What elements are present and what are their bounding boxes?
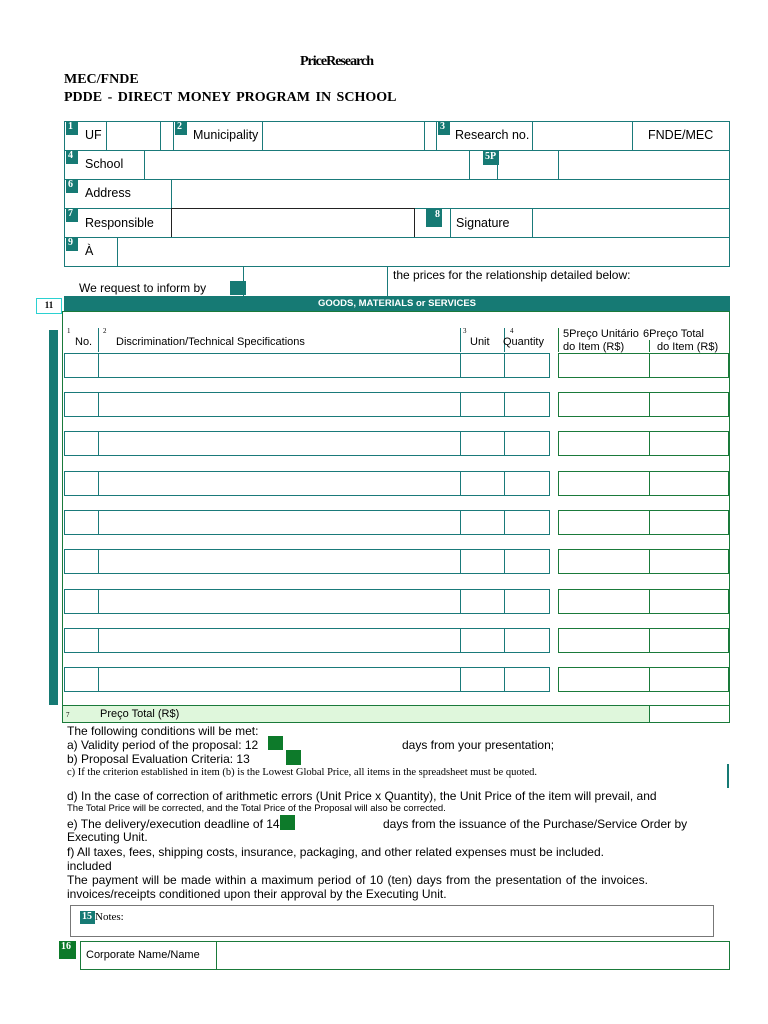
- field-number-8: 8: [426, 209, 442, 227]
- col-2-num: 2: [103, 327, 107, 335]
- table-cell[interactable]: [649, 471, 729, 496]
- table-cell[interactable]: [649, 667, 729, 692]
- page-title: PriceResearch: [300, 54, 374, 69]
- request-right-text: the prices for the relationship detailed below:: [393, 268, 631, 282]
- field-number-9: 9: [66, 237, 78, 251]
- fnde-label: FNDE/MEC: [648, 128, 714, 142]
- col-header-unit: Unit: [470, 336, 490, 348]
- condition-a: a) Validity period of the proposal: 12: [67, 738, 259, 752]
- col-header-total-price: 6Preço Total: [643, 328, 704, 340]
- table-cell[interactable]: [649, 628, 729, 653]
- table-cell[interactable]: [558, 549, 650, 574]
- condition-f2: included: [67, 859, 112, 873]
- corporate-label: Corporate Name/Name: [86, 949, 200, 961]
- condition-a-field[interactable]: [268, 736, 283, 750]
- table-cell[interactable]: [64, 628, 99, 653]
- table-cell[interactable]: [460, 392, 505, 417]
- condition-d2: The Total Price will be corrected, and the Total Price of the Proposal will also be corrected.: [67, 803, 446, 814]
- condition-f: f) All taxes, fees, shipping costs, insurance, packaging, and other related expenses must be included.: [67, 845, 604, 859]
- conditions-intro: The following conditions will be met:: [67, 724, 259, 738]
- program-name: PDDE - DIRECT MONEY PROGRAM IN SCHOOL: [64, 90, 397, 105]
- table-cell[interactable]: [649, 431, 729, 456]
- table-cell[interactable]: [649, 353, 729, 378]
- field-number-16: 16: [59, 941, 76, 959]
- table-cell[interactable]: [558, 510, 650, 535]
- school-input[interactable]: [146, 152, 468, 178]
- col-header-unit-price-2: do Item (R$): [563, 341, 625, 353]
- table-cell[interactable]: [558, 392, 650, 417]
- table-cell[interactable]: [558, 431, 650, 456]
- municipality-label: Municipality: [193, 128, 259, 142]
- left-side-bar: [49, 330, 58, 705]
- table-cell[interactable]: [504, 510, 550, 535]
- notes-box[interactable]: [70, 905, 714, 937]
- responsible-label: Responsible: [85, 216, 154, 230]
- table-cell[interactable]: [504, 392, 550, 417]
- condition-c: c) If the criterion established in item (b) is the Lowest Global Price, all items in the spreadsheet must be quoted.: [67, 767, 538, 778]
- total-value[interactable]: [649, 705, 730, 723]
- responsible-input[interactable]: [171, 208, 415, 238]
- table-cell[interactable]: [64, 431, 99, 456]
- table-cell[interactable]: [64, 392, 99, 417]
- address-label: Address: [85, 186, 131, 200]
- to-label: À: [85, 244, 94, 258]
- address-input[interactable]: [173, 181, 728, 207]
- field-5-input[interactable]: [560, 152, 728, 178]
- research-no-input[interactable]: [534, 123, 632, 149]
- col-4-num: 4: [510, 327, 514, 335]
- condition-g: The payment will be made within a maximum period of 10 (ten) days from the presentation of the invoices.: [67, 873, 648, 887]
- table-cell[interactable]: [504, 431, 550, 456]
- table-cell[interactable]: [649, 549, 729, 574]
- field-number-11: 11: [36, 298, 62, 314]
- request-left-text: We request to inform by: [79, 281, 207, 295]
- table-cell[interactable]: [64, 549, 99, 574]
- col-header-quantity: Quantity: [503, 336, 544, 348]
- table-cell[interactable]: [558, 471, 650, 496]
- right-marker: [727, 764, 729, 788]
- org-name: MEC/FNDE: [64, 72, 139, 87]
- table-cell[interactable]: [504, 628, 550, 653]
- table-cell[interactable]: [504, 353, 550, 378]
- table-cell[interactable]: [98, 589, 461, 614]
- table-cell[interactable]: [64, 589, 99, 614]
- uf-input[interactable]: [108, 123, 160, 149]
- table-cell[interactable]: [460, 471, 505, 496]
- col-3-num: 3: [463, 327, 467, 335]
- table-cell[interactable]: [460, 353, 505, 378]
- condition-a-tail: days from your presentation;: [402, 738, 555, 752]
- total-num: 7: [66, 711, 70, 719]
- school-label: School: [85, 157, 124, 171]
- field-number-4: 4: [66, 150, 78, 164]
- municipality-input[interactable]: [264, 123, 424, 149]
- table-cell[interactable]: [558, 667, 650, 692]
- table-cell[interactable]: [649, 392, 729, 417]
- field-number-7: 7: [66, 208, 78, 222]
- table-cell[interactable]: [558, 353, 650, 378]
- table-cell[interactable]: [98, 667, 461, 692]
- col-1-num: 1: [67, 327, 71, 335]
- field-number-15: 15: [80, 911, 95, 924]
- table-cell[interactable]: [649, 589, 729, 614]
- table-cell[interactable]: [98, 510, 461, 535]
- table-cell[interactable]: [98, 392, 461, 417]
- table-cell[interactable]: [460, 549, 505, 574]
- table-cell[interactable]: [64, 510, 99, 535]
- field-number-3: 3: [438, 121, 450, 135]
- table-cell[interactable]: [558, 628, 650, 653]
- table-cell[interactable]: [504, 667, 550, 692]
- table-cell[interactable]: [64, 353, 99, 378]
- notes-label: Notes:: [95, 911, 124, 923]
- condition-g2: invoices/receipts conditioned upon their approval by the Executing Unit.: [67, 887, 447, 901]
- condition-b-field[interactable]: [286, 750, 301, 765]
- request-marker: [230, 281, 246, 295]
- col-header-no: No.: [75, 336, 93, 348]
- col-header-total-price-2: do Item (R$): [657, 341, 719, 353]
- table-cell[interactable]: [98, 549, 461, 574]
- table-cell[interactable]: [98, 628, 461, 653]
- corporate-input[interactable]: [219, 943, 728, 968]
- signature-input[interactable]: [534, 210, 728, 236]
- signature-label: Signature: [456, 216, 510, 230]
- table-cell[interactable]: [558, 589, 650, 614]
- col-header-spec: Discrimination/Technical Specifications: [116, 336, 305, 348]
- condition-e-field[interactable]: [280, 815, 295, 830]
- table-cell[interactable]: [504, 549, 550, 574]
- table-cell[interactable]: [98, 353, 461, 378]
- condition-e-tail: days from the issuance of the Purchase/Service Order by: [383, 817, 688, 831]
- goods-header-bar: GOODS, MATERIALS or SERVICES: [64, 296, 730, 312]
- field-number-6: 6: [66, 179, 78, 193]
- field-number-1: 1: [66, 121, 78, 135]
- condition-d: d) In the case of correction of arithmetic errors (Unit Price x Quantity), the Unit Price of the item will prevail, and: [67, 789, 657, 803]
- table-cell[interactable]: [64, 471, 99, 496]
- table-cell[interactable]: [98, 431, 461, 456]
- table-cell[interactable]: [460, 510, 505, 535]
- table-cell[interactable]: [504, 589, 550, 614]
- table-cell[interactable]: [504, 471, 550, 496]
- table-cell[interactable]: [460, 667, 505, 692]
- table-cell[interactable]: [460, 589, 505, 614]
- table-cell[interactable]: [64, 667, 99, 692]
- condition-b: b) Proposal Evaluation Criteria: 13: [67, 752, 250, 766]
- col-header-unit-price: 5Preço Unitário: [563, 328, 639, 340]
- research-no-label: Research no.: [455, 128, 530, 142]
- table-cell[interactable]: [649, 510, 729, 535]
- field-number-5: 5P: [483, 151, 499, 165]
- total-label: Preço Total (R$): [100, 708, 180, 720]
- table-cell[interactable]: [460, 431, 505, 456]
- condition-e2: Executing Unit.: [67, 830, 148, 844]
- condition-e: e) The delivery/execution deadline of 14: [67, 817, 280, 831]
- to-input[interactable]: [119, 239, 728, 265]
- table-cell[interactable]: [460, 628, 505, 653]
- field-number-2: 2: [175, 121, 187, 135]
- table-cell[interactable]: [98, 471, 461, 496]
- uf-label: UF: [85, 128, 102, 142]
